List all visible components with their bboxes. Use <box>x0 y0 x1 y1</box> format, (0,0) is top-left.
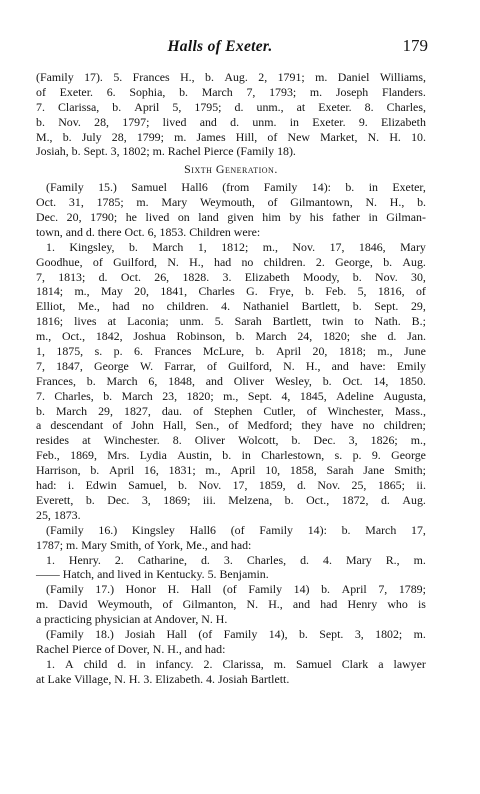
text-line: (Family 15.) Samuel Hall6 (from Family 14): b. in Exeter, <box>46 180 426 195</box>
text-line: Josiah, b. Sept. 3, 1802; m. Rachel Pierce (Family 18). <box>36 144 296 159</box>
text-line: Elliot, Me., had no children. 4. Nathaniel Bartlett, b. Sept. 29, <box>36 299 426 314</box>
text-line: (Family 17). 5. Frances H., b. Aug. 2, 1791; m. Daniel Williams, <box>36 70 426 84</box>
section-heading: Sixth Generation. <box>184 162 278 177</box>
page-number: 179 <box>402 36 428 55</box>
running-title: Halls of Exeter. <box>167 38 273 55</box>
text-line: m., Oct., 1842, Joshua Robinson, b. March 24, 1820; she d. Jan. <box>36 329 426 344</box>
text-line: Rachel Pierce of Dover, N. H., and had: <box>36 641 226 656</box>
text-line: Goodhue, of Guilford, N. H., had no children. 2. George, b. Aug. <box>36 254 426 269</box>
text-line: Dec. 20, 1790; he lived on land given him by his father in Gilman- <box>36 210 426 225</box>
text-line: 1816; lives at Laconia; unm. 5. Sarah Bartlett, twin to Nath. B.; <box>36 314 426 329</box>
text-line: (Family 18.) Josiah Hall (of Family 14), b. Sept. 3, 1802; m. <box>46 626 426 641</box>
text-line: Feb., 1869, Mrs. Lydia Austin, b. in Charlestown, s. p. 9. George <box>36 448 426 463</box>
text-line: 1, 1875, s. p. 6. Frances McLure, b. April 20, 1818; m., June <box>36 344 426 359</box>
text-line: —— Hatch, and lived in Kentucky. 5. Benjamin. <box>36 567 269 582</box>
text-line: at Lake Village, N. H. 3. Elizabeth. 4. Josiah Bartlett. <box>36 671 290 686</box>
text-line: Harrison, b. April 16, 1831; m., April 10, 1858, Sarah Jane Smith; <box>36 463 426 478</box>
text-line: 1. A child d. in infancy. 2. Clarissa, m. Samuel Clark a lawyer <box>46 656 426 671</box>
text-line: Oct. 31, 1785; m. Mary Weymouth, of Gilmantown, N. H., b. <box>36 195 426 210</box>
text-line: town, and d. there Oct. 6, 1853. Children were: <box>36 224 261 239</box>
text-line: had: i. Edwin Samuel, b. Nov. 17, 1859, d. Nov. 25, 1865; ii. <box>36 478 426 493</box>
text-line: Frances, b. March 6, 1848, and Oliver Wesley, b. Oct. 14, 1850. <box>36 373 426 388</box>
text-line: of Exeter. 6. Sophia, b. March 7, 1793; m. Joseph Flanders. <box>36 84 426 99</box>
text-line: 7, 1847, George W. Farrar, of Guilford, N. H., and have: Emily <box>36 358 426 373</box>
body-text <box>36 70 426 687</box>
text-line: 1814; m., May 20, 1841, Charles G. Frye, b. Feb. 5, 1816, of <box>36 284 426 299</box>
text-line: b. Nov. 28, 1797; lived and d. unm. in Exeter. 9. Elizabeth <box>36 114 426 129</box>
text-line: 7. Charles, b. March 23, 1820; m., Sept. 4, 1845, Adeline Augusta, <box>36 388 426 403</box>
text-line: m. David Weymouth, of Gilmanton, N. H., and had Henry who is <box>36 597 426 612</box>
text-line: 1787; m. Mary Smith, of York, Me., and had: <box>36 537 252 552</box>
text-line: a practicing physician at Andover, N. H. <box>36 612 228 627</box>
text-line: 7. Clarissa, b. April 5, 1795; d. unm., at Exeter. 8. Charles, <box>36 99 426 114</box>
text-line: b. March 29, 1827, dau. of Stephen Cutler, of Winchester, Mass., <box>36 403 426 418</box>
text-line: 1. Kingsley, b. March 1, 1812; m., Nov. 17, 1846, Mary <box>46 239 426 254</box>
text-line: a descendant of John Hall, Sen., of Medford; they have no children; <box>36 418 426 433</box>
text-line: 7, 1813; d. Oct. 26, 1828. 3. Elizabeth Moody, b. Nov. 30, <box>36 269 426 284</box>
text-line: (Family 17.) Honor H. Hall (of Family 14) b. April 7, 1789; <box>46 582 426 597</box>
text-line: M., b. July 28, 1799; m. James Hill, of New Market, N. H. 10. <box>36 129 426 144</box>
text-line: (Family 16.) Kingsley Hall6 (of Family 14): b. March 17, <box>46 522 426 537</box>
text-line: resides at Winchester. 8. Oliver Wolcott, b. Dec. 3, 1826; m., <box>36 433 426 448</box>
text-line: Everett, b. Dec. 3, 1869; iii. Melzena, b. Oct., 1872, d. Aug. <box>36 492 426 507</box>
text-line: 25, 1873. <box>36 507 81 522</box>
text-line: 1. Henry. 2. Catharine, d. 3. Charles, d. 4. Mary R., m. <box>46 552 426 567</box>
page-header <box>0 36 480 62</box>
